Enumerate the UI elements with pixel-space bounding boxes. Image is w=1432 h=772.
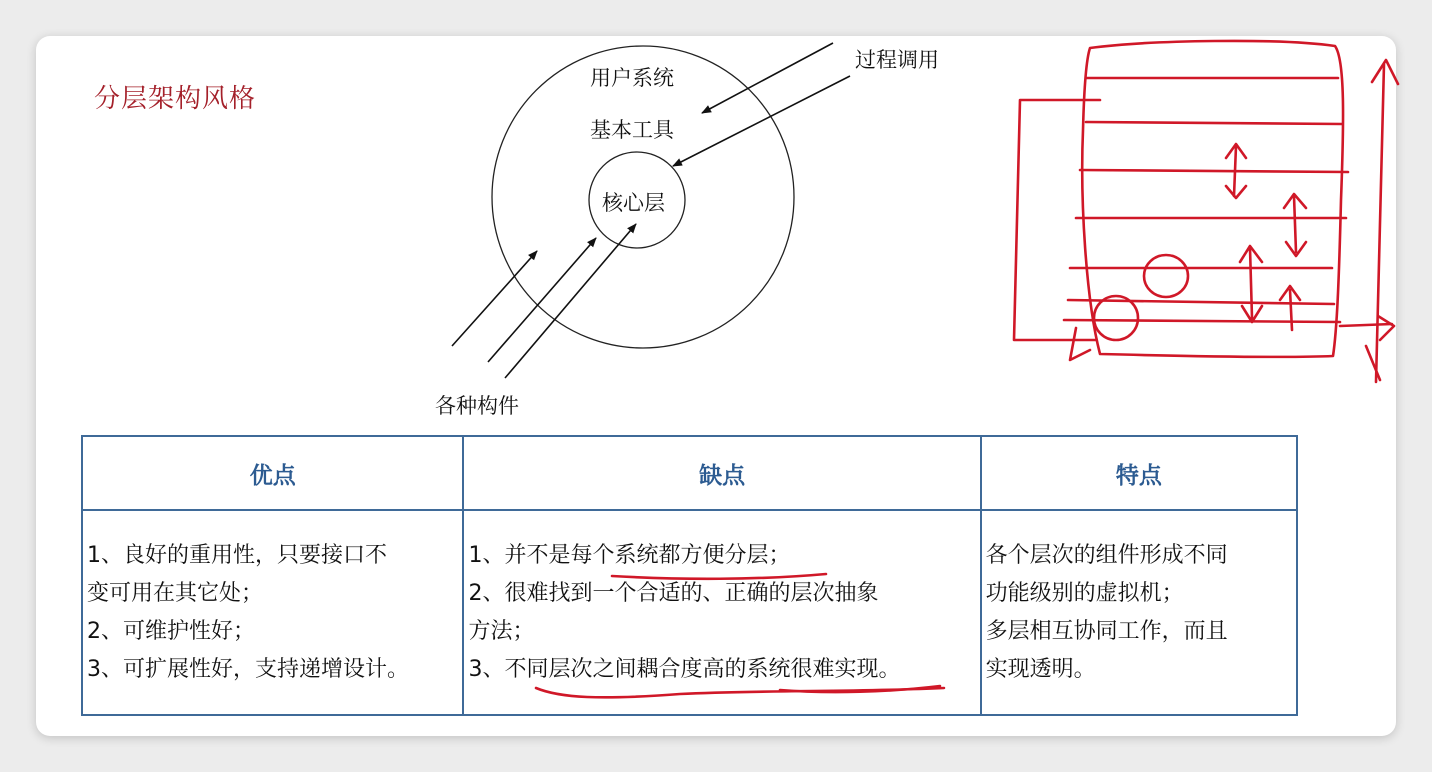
underline-disadvantage-1 — [612, 574, 826, 579]
label-basic-tools: 基本工具 — [590, 118, 674, 142]
underline-disadvantage-3 — [536, 688, 944, 697]
disadvantage-line: 方法； — [468, 618, 535, 644]
header-disadvantages: 缺点 — [463, 436, 980, 510]
updown-arrow — [1284, 194, 1306, 256]
disadvantage-line: 1、并不是每个系统都方便分层； — [468, 542, 791, 568]
feature-line: 多层相互协同工作，而且 — [985, 618, 1228, 644]
page-title: 分层架构风格 — [94, 84, 257, 114]
header-advantages: 优点 — [82, 436, 463, 510]
layer-line — [1064, 320, 1340, 322]
component-circle — [1094, 296, 1138, 340]
advantage-line: 变可用在其它处； — [87, 580, 264, 606]
feature-line: 实现透明。 — [985, 656, 1096, 682]
updown-arrow — [1280, 286, 1300, 330]
header-features: 特点 — [981, 436, 1297, 510]
right-vertical-arrow — [1376, 64, 1384, 382]
feature-line: 功能级别的虚拟机； — [985, 580, 1184, 606]
disadvantage-line: 2、很难找到一个合适的、正确的层次抽象 — [468, 580, 879, 606]
advantage-line: 2、可维护性好； — [87, 618, 255, 644]
label-components: 各种构件 — [435, 394, 519, 418]
right-horizontal-arrow — [1340, 324, 1392, 326]
layer-stack-sketch — [1082, 41, 1343, 357]
feature-line: 各个层次的组件形成不同 — [985, 542, 1228, 568]
label-core-layer: 核心层 — [602, 191, 665, 215]
label-user-system: 用户系统 — [590, 66, 674, 90]
layer-line — [1068, 300, 1334, 304]
advantage-line: 1、良好的重用性，只要接口不 — [87, 542, 387, 568]
layer-line — [1086, 122, 1342, 124]
layer-line — [1080, 170, 1348, 172]
left-bracket — [1014, 100, 1100, 340]
updown-arrow — [1240, 246, 1262, 322]
component-circle — [1144, 255, 1188, 297]
left-bracket-arrowhead — [1070, 328, 1090, 360]
label-procedure-call: 过程调用 — [855, 48, 939, 72]
advantage-line: 3、可扩展性好，支持递增设计。 — [87, 656, 409, 682]
disadvantage-line: 3、不同层次之间耦合度高的系统很难实现。 — [468, 656, 901, 682]
